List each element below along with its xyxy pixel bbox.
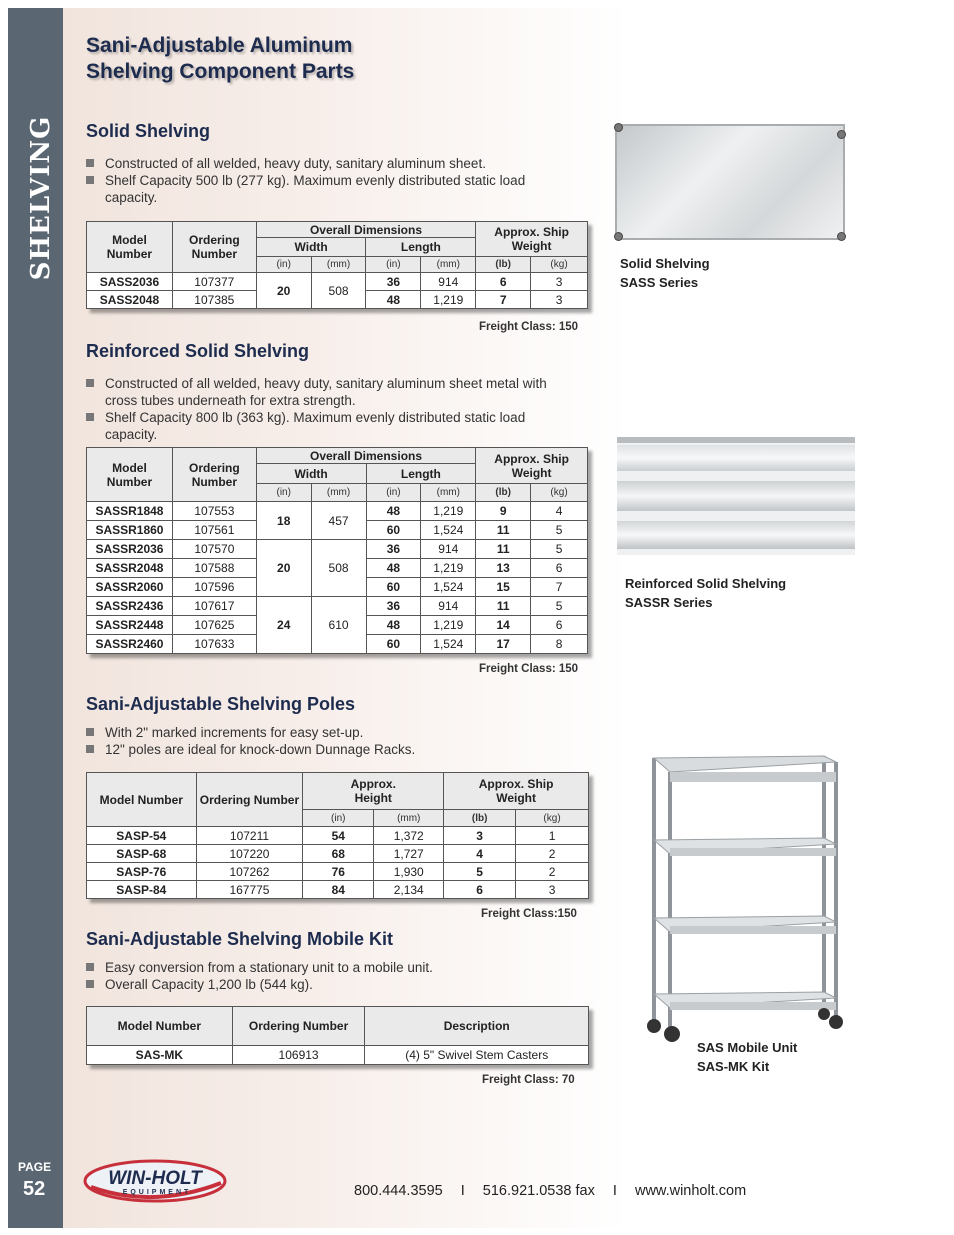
solid-shelving-title: Solid Shelving [86, 121, 211, 141]
col-ordering: Ordering Number [232, 1007, 365, 1046]
col-ordering: Ordering Number [172, 222, 256, 273]
shelf-tube [617, 437, 855, 443]
logo-subtext: EQUIPMENT [122, 1189, 192, 1196]
solid-freight-class: Freight Class: 150 [479, 321, 579, 333]
solid-shelf-photo [615, 124, 845, 240]
col-length: Length [366, 464, 476, 484]
solid-shelf-caption: Solid Shelving SASS Series [620, 256, 710, 290]
bolt-icon [837, 130, 846, 139]
col-model: Model Number [87, 448, 173, 502]
unit-mm: (mm) [421, 257, 476, 273]
unit-kg: (kg) [516, 810, 589, 827]
table-row: SASSR2436 107617 24 610 36 914 11 5 [87, 597, 588, 616]
col-length: Length [366, 238, 476, 257]
table-row: SAS-MK 106913 (4) 5" Swivel Stem Casters [87, 1046, 589, 1065]
page-number: 52 [23, 1178, 46, 1200]
reinforced-bullets [86, 375, 576, 443]
bullet: Shelf Capacity 500 lb (277 kg). Maximum evenly distributed static load capacity. [86, 172, 566, 206]
separator: I [460, 1183, 465, 1199]
phone: 800.444.3595 [354, 1183, 443, 1199]
col-weight: Approx. Ship Weight [444, 773, 589, 810]
table-row: SASSR2060 107596 60 1,524 15 7 [87, 578, 588, 597]
unit-kg: (kg) [531, 484, 588, 502]
bolt-icon [837, 232, 846, 241]
unit-in: (in) [366, 257, 421, 273]
bullet: Constructed of all welded, heavy duty, sanitary aluminum sheet. [86, 155, 566, 172]
mobile-bullets [86, 959, 566, 993]
col-width: Width [256, 238, 366, 257]
mobile-freight-class: Freight Class: 70 [482, 1074, 575, 1086]
unit-lb: (lb) [444, 810, 516, 827]
shelf-tube [617, 481, 855, 511]
poles-table [86, 772, 589, 899]
col-ordering: Ordering Number [196, 773, 303, 827]
table-row: SASP-76 107262 76 1,930 5 2 [87, 863, 589, 881]
bullet: Easy conversion from a stationary unit to a mobile unit. [86, 959, 566, 976]
logo-wordmark: WIN-HOLT [108, 1168, 202, 1189]
footer-contact [354, 1183, 746, 1199]
mobile-unit-caption: SAS Mobile Unit SAS-MK Kit [697, 1040, 798, 1074]
col-overall: Overall Dimensions [256, 448, 475, 464]
col-model: Model Number [87, 773, 197, 827]
section-name: SHELVING [26, 115, 56, 281]
col-model: Model Number [87, 222, 173, 273]
unit-mm: (mm) [311, 484, 366, 502]
table-row: SASSR2460 107633 60 1,524 17 8 [87, 635, 588, 654]
website-link[interactable]: www.winholt.com [634, 1183, 747, 1199]
shelf-tube [617, 521, 855, 549]
table-row: SASSR2048 107588 48 1,219 13 6 [87, 559, 588, 578]
col-description: Description [365, 1007, 589, 1046]
col-width: Width [256, 464, 366, 484]
table-row: SASSR1860 107561 60 1,524 11 5 [87, 521, 588, 540]
page-label: PAGE [18, 1160, 52, 1174]
table-row: SASP-84 167775 84 2,134 6 3 [87, 881, 589, 899]
unit-lb: (lb) [476, 257, 531, 273]
table-row: SASSR1848 107553 18 457 48 1,219 9 4 [87, 502, 588, 521]
section-tab [26, 115, 56, 281]
col-overall: Overall Dimensions [256, 222, 475, 238]
reinforced-shelving-title: Reinforced Solid Shelving [86, 341, 310, 361]
unit-in: (in) [256, 257, 311, 273]
mobile-kit-table [86, 1006, 589, 1065]
unit-in: (in) [303, 810, 374, 827]
unit-mm: (mm) [374, 810, 444, 827]
bolt-icon [614, 123, 623, 132]
unit-in: (in) [366, 484, 421, 502]
page-title: Sani-Adjustable Aluminum Shelving Component Parts [86, 34, 355, 83]
mobile-unit-photo [640, 750, 860, 1045]
bullet: 12" poles are ideal for knock-down Dunnage Racks. [86, 741, 566, 758]
reinforced-shelving-table [86, 447, 588, 654]
unit-kg: (kg) [531, 257, 588, 273]
reinforced-freight-class: Freight Class: 150 [479, 663, 579, 675]
col-height: Approx. Height [303, 773, 444, 810]
mobile-kit-title: Sani-Adjustable Shelving Mobile Kit [86, 929, 394, 949]
poles-freight-class: Freight Class:150 [481, 908, 577, 920]
table-row: SASP-68 107220 68 1,727 4 2 [87, 845, 589, 863]
unit-lb: (lb) [476, 484, 531, 502]
bullet: With 2" marked increments for easy set-up. [86, 724, 566, 741]
bullet: Constructed of all welded, heavy duty, sanitary aluminum sheet metal with cross tubes underneath for extra strength. [86, 375, 576, 409]
bullet: Overall Capacity 1,200 lb (544 kg). [86, 976, 566, 993]
reinforced-shelf-photo [617, 437, 855, 555]
table-row: SASSR2448 107625 48 1,219 14 6 [87, 616, 588, 635]
col-weight: Approx. Ship Weight [476, 222, 588, 257]
unit-mm: (mm) [311, 257, 366, 273]
unit-in: (in) [256, 484, 311, 502]
col-ordering: Ordering Number [172, 448, 256, 502]
bolt-icon [614, 232, 623, 241]
poles-title: Sani-Adjustable Shelving Poles [86, 694, 356, 714]
shelf-tube [617, 445, 855, 471]
solid-shelving-table [86, 221, 588, 309]
separator: I [612, 1183, 617, 1199]
table-row: SASS2036 107377 20 508 36 914 6 3 [87, 273, 588, 291]
poles-bullets [86, 724, 566, 758]
table-row: SASSR2036 107570 20 508 36 914 11 5 [87, 540, 588, 559]
col-model: Model Number [87, 1007, 233, 1046]
col-weight: Approx. Ship Weight [476, 448, 588, 484]
table-row: SASS2048 107385 48 1,219 7 3 [87, 291, 588, 309]
table-row: SASP-54 107211 54 1,372 3 1 [87, 827, 589, 845]
win-holt-logo [83, 1157, 228, 1205]
fax: 516.921.0538 fax [482, 1183, 595, 1199]
solid-bullets [86, 155, 566, 206]
unit-mm: (mm) [421, 484, 476, 502]
bullet: Shelf Capacity 800 lb (363 kg). Maximum evenly distributed static load capacity. [86, 409, 576, 443]
reinforced-shelf-caption: Reinforced Solid Shelving SASSR Series [625, 576, 787, 610]
